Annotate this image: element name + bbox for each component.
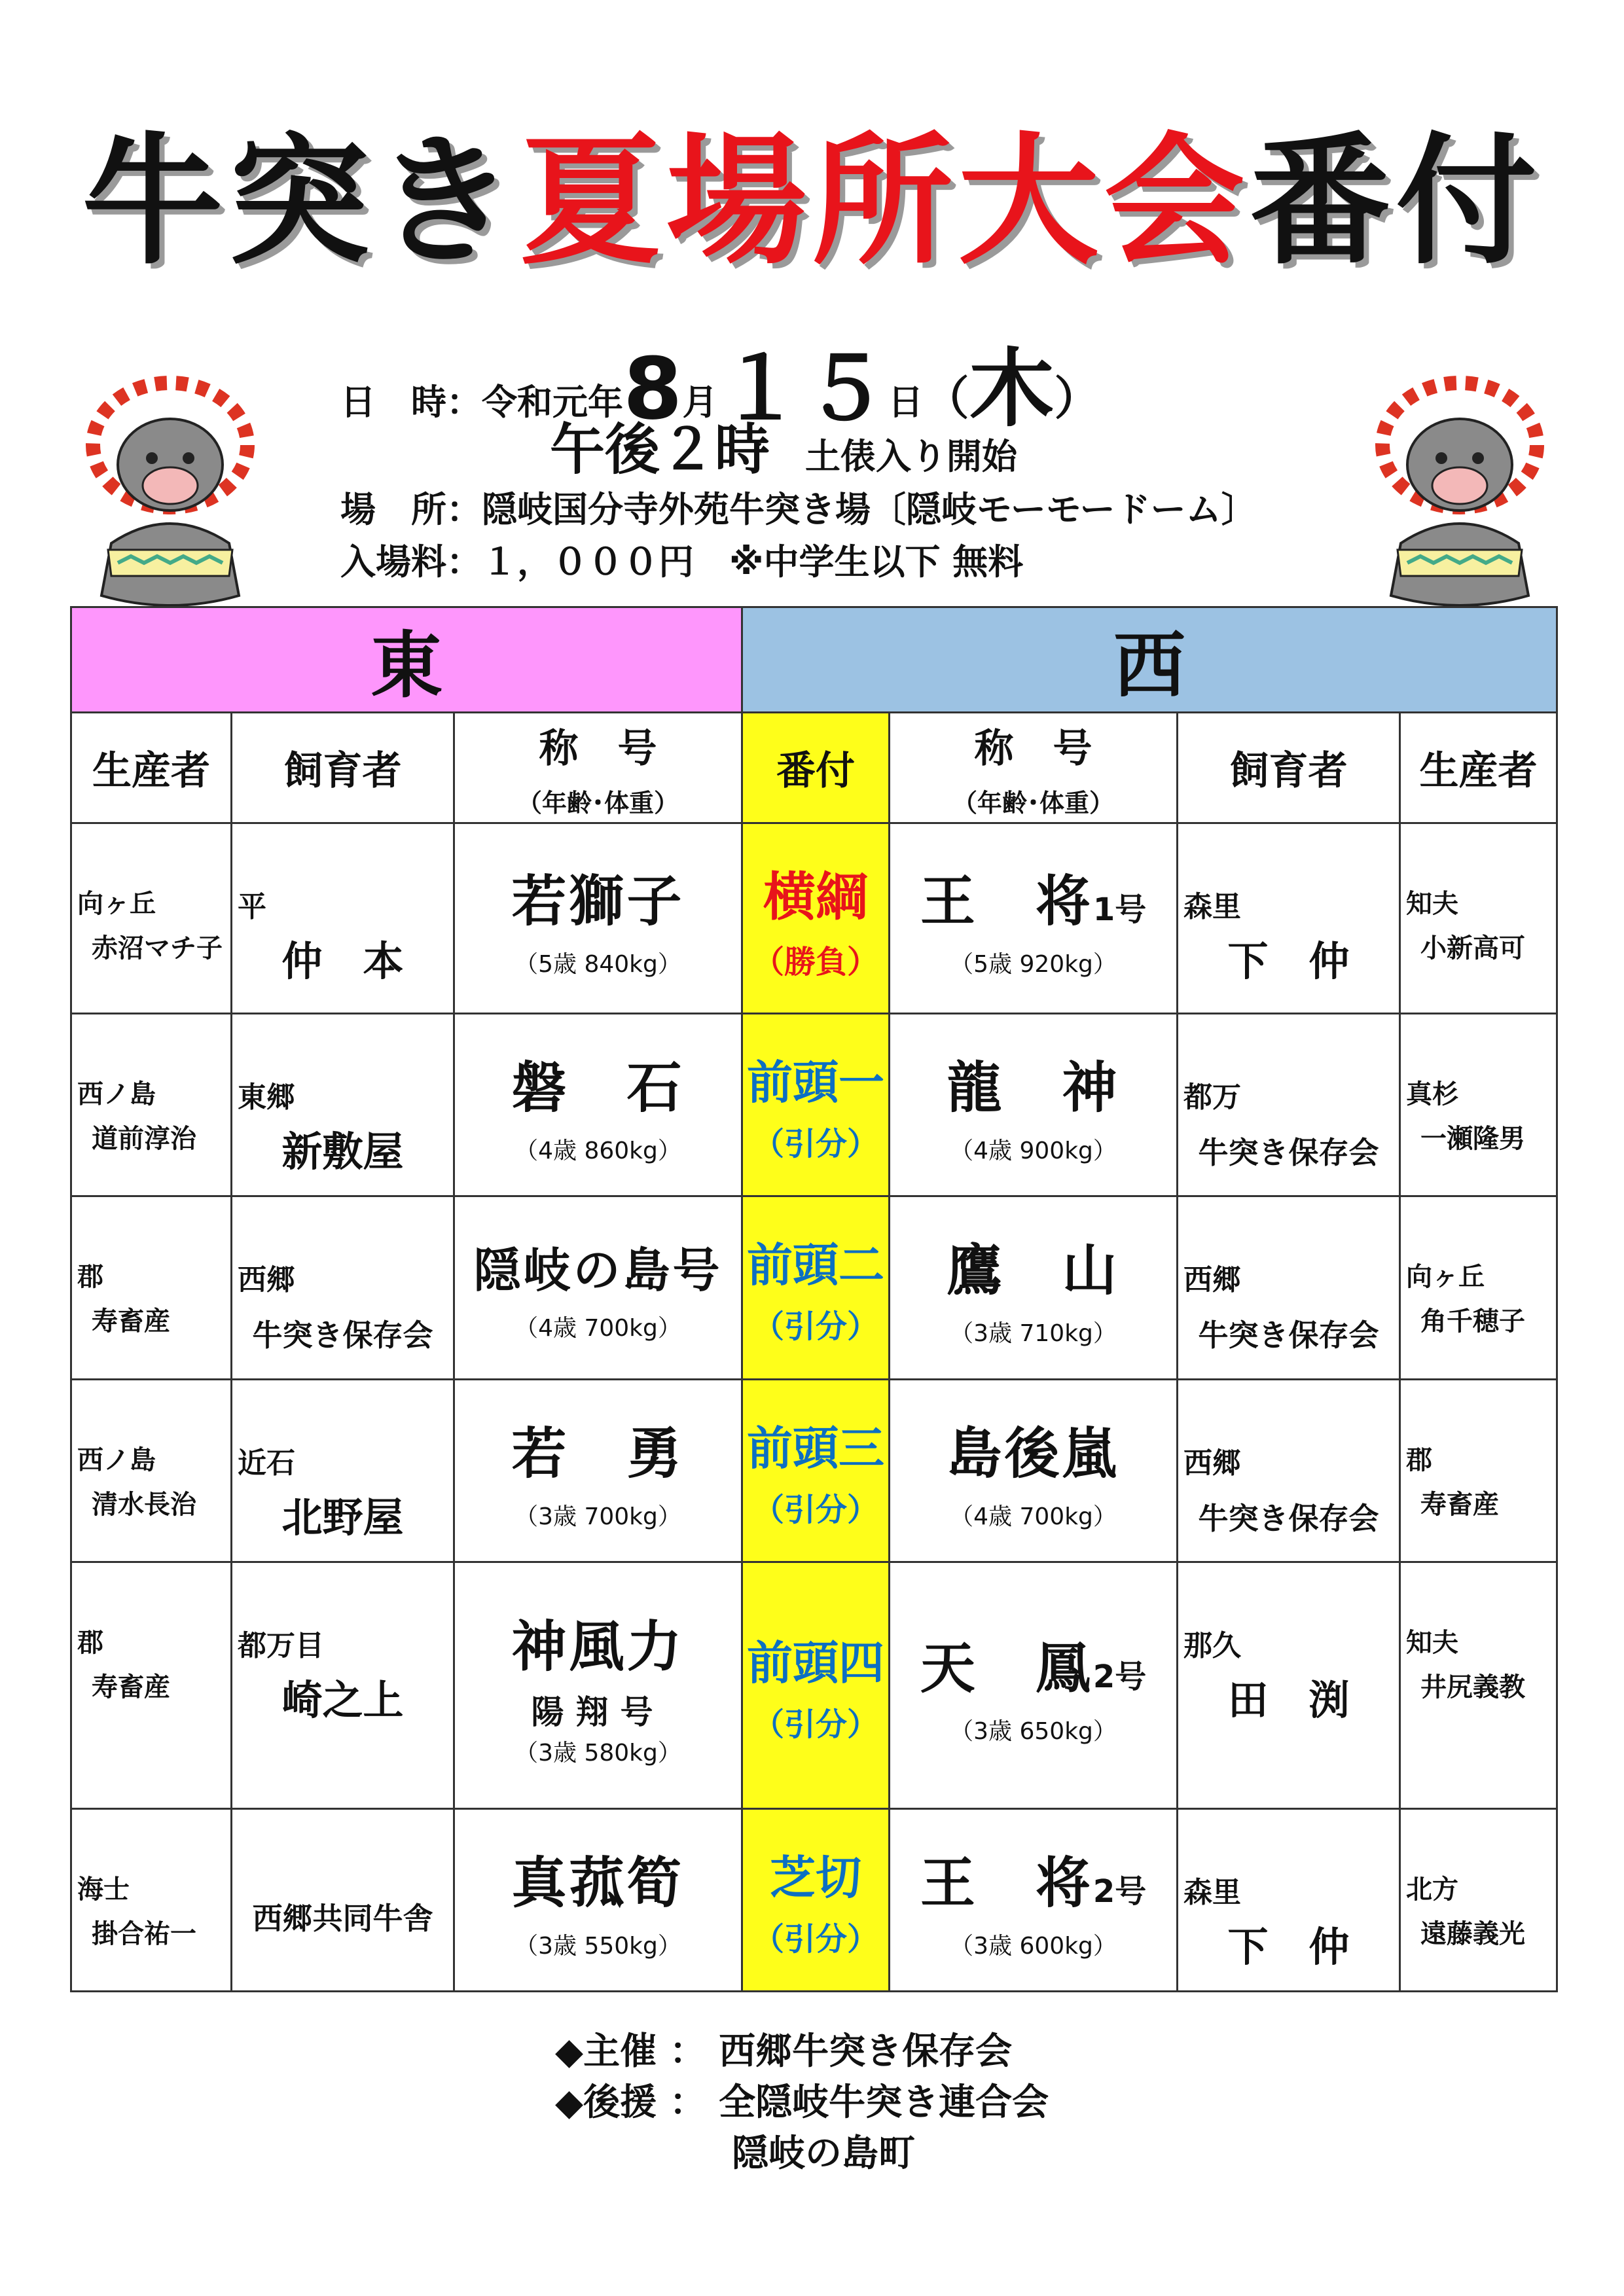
- west-bull: 王 将2号 （3歳 600kg）: [890, 1808, 1178, 1991]
- sponsor: 西郷牛突き保存会: [719, 2030, 1013, 2073]
- fee: １，０００円: [482, 541, 694, 583]
- west-bull: 鷹 山 （3歳 710kg）: [890, 1196, 1178, 1379]
- east-bull: 若獅子 （5歳 840kg）: [454, 823, 742, 1014]
- east-bull: 若 勇 （3歳 700kg）: [454, 1379, 742, 1562]
- west-producer: 向ヶ丘 角千穂子: [1400, 1196, 1557, 1379]
- place-line: [340, 482, 1257, 532]
- east-producer: 海士 掛合祐一: [71, 1808, 232, 1991]
- footer: [555, 2022, 1049, 2176]
- west-breeder: 森里 下 仲: [1178, 1808, 1400, 1991]
- date-label: 日 時：: [340, 382, 482, 423]
- east-breeder: 平 仲 本: [232, 823, 454, 1014]
- west-bull: 龍 神 （4歳 900kg）: [890, 1014, 1178, 1196]
- weekday-close: ）: [1054, 372, 1100, 425]
- east-bull: 隠岐の島号 （4歳 700kg）: [454, 1196, 742, 1379]
- time-line: [550, 406, 1017, 485]
- fee-note: ※中学生以下 無料: [729, 541, 1024, 583]
- east-breeder: 西郷 牛突き保存会: [232, 1196, 454, 1379]
- sponsor-line: [555, 2022, 1049, 2073]
- east-producer: 西ノ島 道前淳治: [71, 1014, 232, 1196]
- west-breeder: 西郷 牛突き保存会: [1178, 1379, 1400, 1562]
- rank-header: 番付: [742, 713, 890, 823]
- east-name-header: 称 号 （年齢･体重）: [454, 713, 742, 823]
- west-producer: 知夫 小新高可: [1400, 823, 1557, 1014]
- west-bull: 王 将1号 （5歳 920kg）: [890, 823, 1178, 1014]
- west-breeder-header: 飼育者: [1178, 713, 1400, 823]
- rank-cell: 横綱 （勝負）: [742, 823, 890, 1014]
- supporter-2: 隠岐の島町: [732, 2132, 915, 2175]
- supporter-1: 全隠岐牛突き連合会: [719, 2081, 1049, 2124]
- east-bull: 神風力 陽翔号 （3歳 580kg）: [454, 1562, 742, 1808]
- west-name-header: 称 号 （年齢･体重）: [890, 713, 1178, 823]
- era: 令和元年: [482, 382, 623, 423]
- title-part3: 番付: [1250, 119, 1542, 283]
- east-producer-header: 生産者: [71, 713, 232, 823]
- support-label: ◆後援 ：: [555, 2081, 706, 2124]
- table-row: [71, 1014, 1557, 1196]
- table-row: [71, 1379, 1557, 1562]
- east-side-header: 東: [71, 607, 742, 713]
- east-producer: 西ノ島 清水長治: [71, 1379, 232, 1562]
- weekday-open: （: [923, 372, 969, 425]
- sponsor-label: ◆主催 ：: [555, 2030, 706, 2073]
- title-part2: 夏場所大会: [520, 119, 1250, 283]
- weekday: 木: [969, 339, 1055, 439]
- bull-mascot-left-icon: [72, 367, 268, 615]
- title-part1: 牛突き: [82, 119, 520, 283]
- start-time: 午後２時: [550, 418, 770, 482]
- east-bull: 真菰筍 （3歳 550kg）: [454, 1808, 742, 1991]
- time-note: 土俵入り開始: [805, 436, 1018, 477]
- rank-cell: 芝切 （引分）: [742, 1808, 890, 1991]
- west-producer: 郡 寿畜産: [1400, 1379, 1557, 1562]
- rank-cell: 前頭二 （引分）: [742, 1196, 890, 1379]
- east-producer: 郡 寿畜産: [71, 1196, 232, 1379]
- west-breeder: 西郷 牛突き保存会: [1178, 1196, 1400, 1379]
- west-producer-header: 生産者: [1400, 713, 1557, 823]
- east-breeder: 近石 北野屋: [232, 1379, 454, 1562]
- table-row: [71, 1562, 1557, 1808]
- east-breeder: 都万目 崎之上: [232, 1562, 454, 1808]
- east-producer: 郡 寿畜産: [71, 1562, 232, 1808]
- east-breeder: 東郷 新敷屋: [232, 1014, 454, 1196]
- day: １５: [717, 339, 888, 439]
- day-unit: 日: [888, 382, 924, 423]
- support-line-2: [555, 2125, 1049, 2176]
- fee-label: 入場料：: [340, 541, 482, 583]
- rank-cell: 前頭一 （引分）: [742, 1014, 890, 1196]
- west-side-header: 西: [742, 607, 1557, 713]
- table-row: [71, 1196, 1557, 1379]
- banzuke-table: [70, 606, 1558, 1992]
- rank-cell: 前頭三 （引分）: [742, 1379, 890, 1562]
- place: 隠岐国分寺外苑牛突き場〔隠岐モーモードーム〕: [482, 489, 1257, 530]
- east-breeder-header: 飼育者: [232, 713, 454, 823]
- support-line: [555, 2073, 1049, 2125]
- month: 8: [623, 339, 683, 439]
- fee-line: [340, 534, 1023, 584]
- west-breeder: 都万 牛突き保存会: [1178, 1014, 1400, 1196]
- west-breeder: 那久 田 渕: [1178, 1562, 1400, 1808]
- east-breeder: 西郷共同牛舎: [232, 1808, 454, 1991]
- west-producer: 真杉 一瀬隆男: [1400, 1014, 1557, 1196]
- table-row: [71, 823, 1557, 1014]
- west-producer: 北方 遠藤義光: [1400, 1808, 1557, 1991]
- west-bull: 天 鳳2号 （3歳 650kg）: [890, 1562, 1178, 1808]
- rank-cell: 前頭四 （引分）: [742, 1562, 890, 1808]
- bull-mascot-right-icon: [1362, 367, 1558, 615]
- month-unit: 月: [682, 382, 718, 423]
- page-title: [0, 119, 1624, 283]
- west-breeder: 森里 下 仲: [1178, 823, 1400, 1014]
- east-bull: 磐 石 （4歳 860kg）: [454, 1014, 742, 1196]
- east-producer: 向ヶ丘 赤沼マチ子: [71, 823, 232, 1014]
- place-label: 場 所：: [340, 489, 482, 530]
- west-producer: 知夫 井尻義教: [1400, 1562, 1557, 1808]
- west-bull: 島後嵐 （4歳 700kg）: [890, 1379, 1178, 1562]
- table-row: [71, 1808, 1557, 1991]
